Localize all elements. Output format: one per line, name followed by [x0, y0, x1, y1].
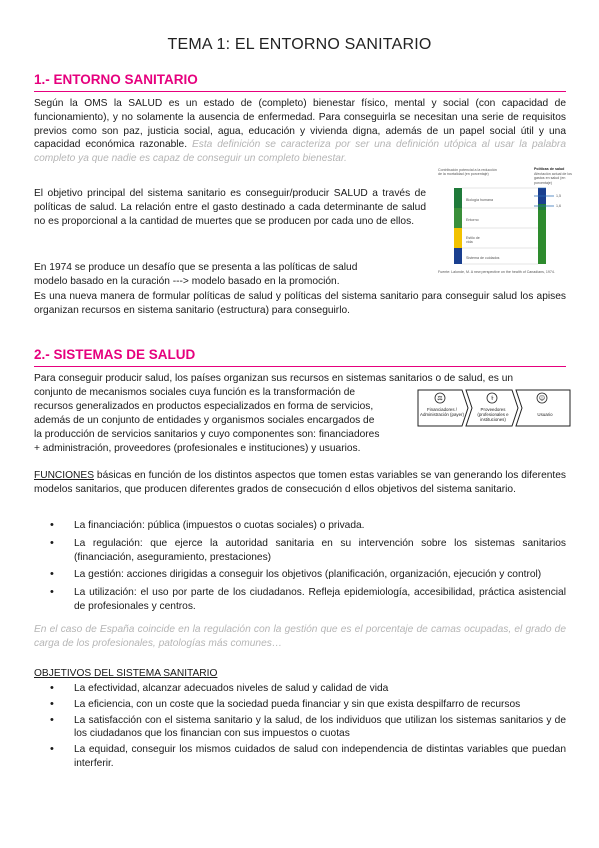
list-item: • La financiación: pública (impuestos o cuotas sociales) o privada.	[34, 519, 566, 533]
list-item: • La satisfacción con el sistema sanitario y la salud, de los individuos que utilizan los sistemas sanitarios y de los ciudadanos que los financian con sus impuestos o cuotas	[34, 714, 566, 742]
svg-text:⚖: ⚖	[437, 395, 443, 402]
diagram-box-financiadores: Financiadores / Administración (payer)	[420, 407, 464, 418]
paragraph-sistemas-line4: además de un conjunto de entidades y organismos sociales encargados de	[34, 415, 375, 426]
figure-label-biologia: Biología humana	[466, 198, 493, 202]
paragraph-sistemas-line1: Para conseguir producir salud, los países organizan sus recursos en sistemas sanitarios o de salud, es un	[34, 373, 514, 384]
figure-label-entorno: Entorno	[466, 218, 479, 222]
figure-value-2: 1,6	[556, 204, 561, 208]
paragraph-objetivo: El objetivo principal del sistema sanitario es conseguir/producir SALUD a través de políticas de salud. La relación entre el gasto destinado a cada determinante de salud no es proporcional a la cantidad de muertes que se producen por cada uno de ellos.	[34, 188, 426, 227]
paragraph-1974-line2: modelo basado en la curación ---> modelo basado en la promoción.	[34, 275, 340, 287]
svg-text:☺: ☺	[538, 395, 546, 402]
page-title: TEMA 1: EL ENTORNO SANITARIO	[167, 36, 432, 53]
lalonde-figure	[438, 166, 572, 283]
bar-sistema	[454, 248, 462, 264]
paragraph-1974	[34, 261, 426, 289]
figure-label-sistema: Sistema de cuidados	[466, 256, 500, 260]
diagram-box-usuario: Usuario	[537, 412, 553, 417]
section-heading-entorno: 1.- ENTORNO SANITARIO	[34, 72, 198, 87]
figure-value-3: 90,6	[548, 236, 555, 240]
bar-right-bottom	[538, 210, 546, 264]
figure-value-1: 1,5	[556, 194, 561, 198]
funciones-label: FUNCIONES	[34, 470, 94, 481]
paragraph-note-gray: Esta definición se caracteriza por ser una definición utópica al usar la palabra completo ya que nadie es capaz de conseguir un completo bienestar.	[34, 139, 566, 165]
list-item: • La gestión: acciones dirigidas a conseguir los objetivos (planificación, organización, ejecución y control)	[34, 568, 566, 582]
figure-caption: Fuente: Lalonde, M. A new perspective on the health of Canadians, 1974.	[438, 270, 555, 274]
list-item: • La eficiencia, con un coste que la sociedad pueda financiar y sin que exista despilfarro de recursos	[34, 698, 566, 712]
paragraph-sistemas-line2: conjunto de mecanismos sociales cuya función es la transformación de	[34, 387, 356, 398]
paragraph-sistemas-line3: recursos generalizados en productos especializados en forma de servicios,	[34, 401, 374, 412]
paragraph-nueva-manera: Es una nueva manera de formular políticas de salud y políticas del sistema sanitario para conseguir salud los apises organizan recursos en sistema sanitario (estructura) para conseguirlo.	[34, 291, 566, 316]
paragraph-funciones	[34, 469, 566, 497]
objetivos-label: OBJETIVOS DEL SISTEMA SANITARIO	[34, 668, 218, 679]
list-item: • La regulación: que ejerce la autoridad sanitaria en su intervención sobre los sistemas sanitarios (financiación, aseguramiento, prestaciones)	[34, 537, 566, 565]
diagram-box-proveedores: Proveedores (profesionales e instituciones)	[477, 407, 509, 423]
bar-estilo	[454, 228, 462, 248]
bar-biologia	[454, 188, 462, 208]
paragraph-sistemas-line5: la producción de servicios sanitarios y cuyo componentes son: financiadores	[34, 429, 380, 440]
funciones-text: básicas en función de los distintos aspectos que tomen estas variables se van generando los diferentes modelos sanitarios, que producen diferentes grados de consecución d ellos objetivos del sistema sanitario.	[34, 470, 566, 495]
svg-text:⚕: ⚕	[490, 395, 494, 402]
paragraph-oms-definition	[34, 97, 566, 166]
section-rule-2	[34, 366, 566, 367]
funciones-list	[34, 519, 566, 618]
figure-label-estilo: Estilo de vida	[466, 236, 480, 245]
list-item: • La utilización: el uso por parte de los ciudadanos. Refleja epidemiología, accesibilidad, práctica asistencial de profesionales y centros.	[34, 586, 566, 614]
paragraph-oms-text: Según la OMS la SALUD es un estado de (completo) bienestar físico, mental y social (con capacidad de funcionamiento), y no solamente la ausencia de enfermedad. Para conseguirla se necesitan una serie de requisitos previos como son paz, justicia social, agua, educación y vivienda digna, además de un papel social útil y una capacidad económica razonable.	[34, 98, 566, 151]
sistemas-diagram	[416, 388, 572, 428]
figure-right-subtitle: Afectación actual de los gastos en salud (en porcentaje)	[534, 172, 572, 185]
objetivos-list	[34, 682, 566, 775]
bar-right-mid	[538, 204, 546, 210]
figure-left-title: Contribución potencial a la reducción de la mortalidad (en porcentaje)	[438, 168, 497, 177]
paragraph-espana-note: En el caso de España coincide en la regulación con la gestión que es el porcentaje de camas ocupadas, el grado de carga de los profesionales, patologías más comunes…	[34, 624, 566, 649]
figure-right-title: Políticas de salud	[534, 167, 565, 171]
list-item: • La equidad, conseguir los mismos cuidados de salud con independencia de distintas variables que puedan interferir.	[34, 743, 566, 771]
paragraph-1974-line1: En 1974 se produce un desafío que se presenta a las políticas de salud	[34, 262, 358, 273]
paragraph-sistemas-line6: + administración, proveedores (profesionales e instituciones) y usuarios.	[34, 443, 361, 454]
section-rule	[34, 91, 566, 92]
bar-entorno	[454, 208, 462, 228]
section-heading-sistemas: 2.- SISTEMAS DE SALUD	[34, 347, 196, 362]
list-item: • La efectividad, alcanzar adecuados niveles de salud y calidad de vida	[34, 682, 566, 696]
